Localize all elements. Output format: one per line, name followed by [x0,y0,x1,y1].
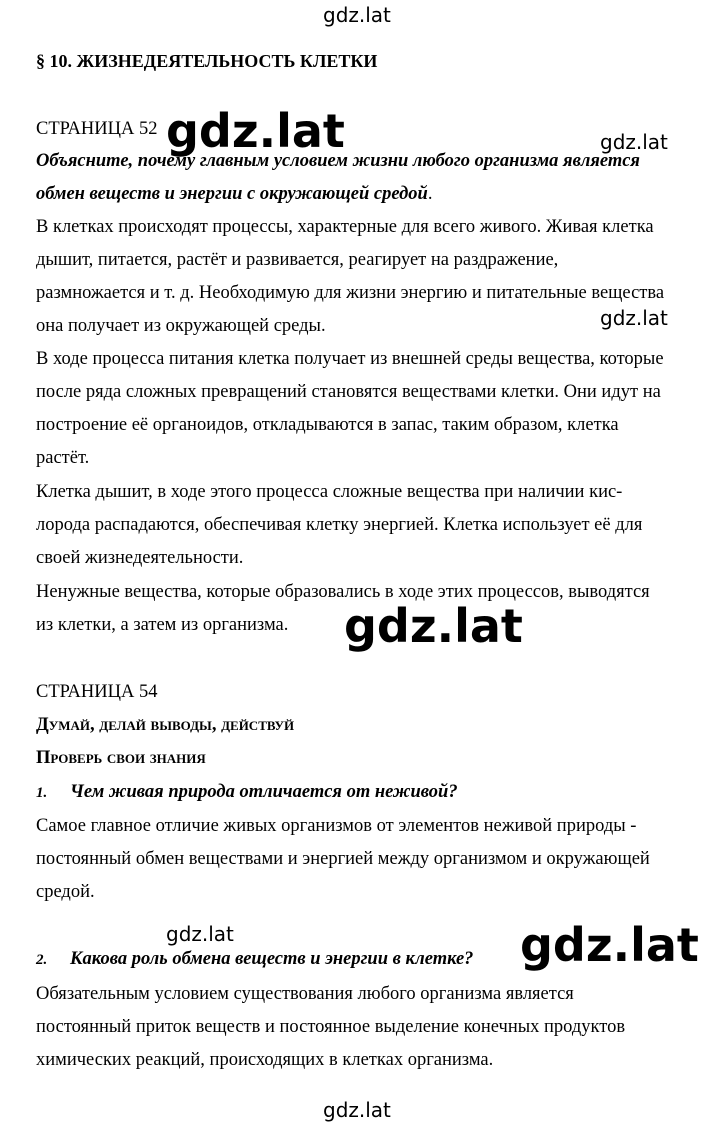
watermark-top: gdz.lat [323,3,391,27]
text-line: постоянный обмен веществами и энергией между организмом и окружающей [36,849,650,869]
watermark-right-2: gdz.lat [600,306,668,330]
text-line: Клетка дышит, в ходе этого процесса сложные вещества при наличии кис- [36,482,623,502]
section-title: § 10. ЖИЗНЕДЕЯТЕЛЬНОСТЬ КЛЕТКИ [36,51,378,71]
text-line: построение её органоидов, откладываются в запас, таким образом, клетка [36,415,619,435]
page-label-52: СТРАНИЦА 52 [36,119,158,139]
question-1-text: Чем живая природа отличается от неживой? [70,782,458,802]
question-2-text: Какова роль обмена веществ и энергии в клетке? [70,949,474,969]
text-line: В ходе процесса питания клетка получает из внешней среды вещества, которые [36,349,664,369]
question-line-2-end: . [427,184,433,204]
question-line-2 [36,178,696,211]
question-1 [36,776,696,810]
text-line: химических реакций, происходящих в клетках организма. [36,1050,494,1070]
text-line: после ряда сложных превращений становятся веществами клетки. Они идут на [36,382,661,402]
watermark-large-2: gdz.lat [338,603,529,649]
text-line: она получает из окружающей среды. [36,316,326,336]
text-line: своей жизнедеятельности. [36,548,244,568]
watermark-bottom: gdz.lat [323,1098,391,1122]
text-line: лорода распадаются, обеспечивая клетку энергией. Клетка использует её для [36,515,643,535]
watermark-large-1: gdz.lat [166,104,345,158]
question-line-1: Объясните, почему главным условием жизни любого организма является [36,151,640,171]
text-line: Ненужные вещества, которые образовались в ходе этих процессов, выводятся [36,582,650,602]
watermark-large-3: gdz.lat [516,922,703,968]
text-line: из клетки, а затем из организма. [36,615,289,635]
question-2-number: 2. [36,952,48,968]
text-line: Обязательным условием существования любого организма является [36,984,574,1004]
text-line: размножается и т. д. Необходимую для жизни энергию и питательные вещества [36,283,665,303]
text-line: Самое главное отличие живых организмов от элементов неживой природы - [36,816,637,836]
watermark-left-3: gdz.lat [166,922,234,946]
question-line-2-text: обмен веществ и энергии с окружающей средой [36,184,428,204]
text-line: постоянный приток веществ и постоянное выделение конечных продуктов [36,1017,626,1037]
text-line: В клетках происходят процессы, характерные для всего живого. Живая клетка [36,217,654,237]
heading-check: Проверь свои знания [36,748,206,768]
watermark-right-1: gdz.lat [600,130,668,154]
text-line: растёт. [36,448,90,468]
question-1-number: 1. [36,785,48,801]
page-label-54: СТРАНИЦА 54 [36,682,158,702]
text-line: дышит, питается, растёт и развивается, реагирует на раздражение, [36,250,559,270]
heading-think: Думай, делай выводы, действуй [36,715,295,735]
text-line: средой. [36,882,95,902]
